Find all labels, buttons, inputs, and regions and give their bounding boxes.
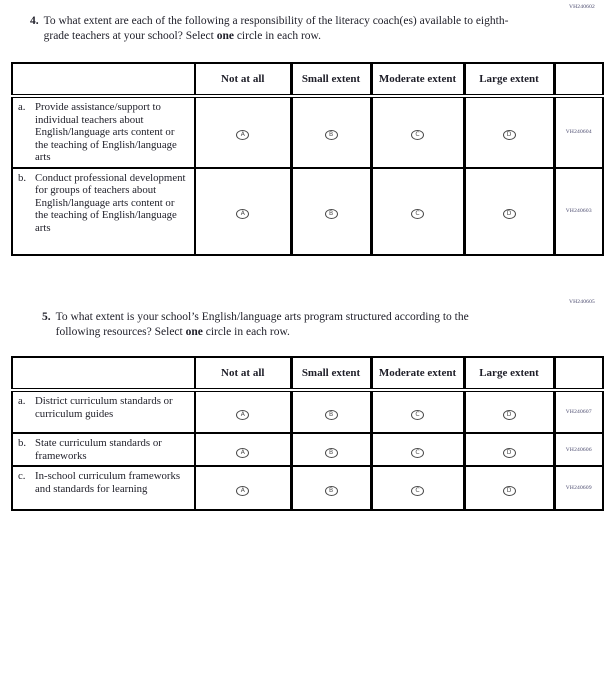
row-letter: b.: [18, 437, 27, 449]
q5-row-a-cell-not-at-all: [195, 390, 291, 433]
q5-row-c-cell-large-extent: [464, 466, 554, 510]
option-circle-not-at-all[interactable]: [236, 486, 249, 496]
option-letter: A: [240, 131, 245, 139]
question-5-number: 5.: [42, 311, 51, 323]
q5-row-a-label-cell: [12, 390, 195, 433]
option-letter: D: [506, 411, 512, 418]
q4-row-b-cell-small-extent: [291, 168, 371, 255]
q4-response-table: [11, 62, 604, 256]
q4-row-a-cell-not-at-all: [195, 96, 291, 168]
option-letter: C: [415, 210, 420, 217]
option-letter: A: [240, 411, 245, 418]
option-circle-small-extent[interactable]: [325, 130, 338, 140]
q4-header-empty: [12, 63, 195, 96]
q5-row-a-cell-small-extent: [291, 390, 371, 433]
q5-response-table: [11, 356, 604, 511]
row-code: VH240604: [554, 96, 603, 168]
option-letter: C: [415, 448, 420, 456]
q4-row-b-cell-large-extent: [464, 168, 554, 255]
option-letter: B: [328, 448, 334, 456]
row-label: In-school curriculum frameworks and standards for learning: [35, 470, 181, 495]
question-4-code: VH240602: [568, 4, 595, 10]
question-5: [42, 310, 498, 339]
q5-header-code-col: [554, 357, 603, 390]
option-letter: A: [240, 487, 245, 494]
q5-row-b-cell-small-extent: [291, 433, 371, 466]
option-circle-not-at-all[interactable]: [236, 130, 249, 140]
question-5-text: [56, 310, 498, 339]
q5-row-a-cell-moderate-extent: [371, 390, 464, 433]
option-circle-small-extent[interactable]: [325, 448, 338, 458]
option-letter: C: [415, 487, 420, 494]
option-circle-large-extent[interactable]: [503, 209, 516, 219]
question-5-bold-word: one: [185, 325, 203, 338]
option-letter: C: [415, 411, 420, 418]
option-letter: A: [240, 210, 245, 217]
option-letter: B: [328, 487, 334, 494]
option-circle-not-at-all[interactable]: [236, 209, 249, 219]
row-letter: b.: [18, 171, 27, 184]
option-letter: D: [506, 448, 512, 456]
row-letter: a.: [18, 101, 26, 113]
row-label: Provide assistance/support to individual teachers about English/language arts content or the teaching of English/language arts: [35, 101, 177, 163]
row-label: State curriculum standards or frameworks: [35, 437, 162, 462]
q5-row-b-cell-moderate-extent: [371, 433, 464, 466]
row-code: VH240609: [554, 466, 603, 510]
q4-row-b-cell-not-at-all: [195, 168, 291, 255]
q4-col-large-extent: Large extent: [464, 63, 554, 96]
q5-row-b-cell-large-extent: [464, 433, 554, 466]
q4-row-a-cell-large-extent: [464, 96, 554, 168]
option-letter: A: [240, 448, 245, 456]
option-letter: B: [328, 131, 334, 139]
row-code: VH240607: [554, 390, 603, 433]
q4-col-not-at-all: Not at all: [195, 63, 291, 96]
q5-col-small-extent: Small extent: [291, 357, 371, 390]
q4-header-row: [12, 63, 603, 96]
option-circle-moderate-extent[interactable]: [411, 130, 424, 140]
row-letter: c.: [18, 470, 26, 482]
q5-col-large-extent: Large extent: [464, 357, 554, 390]
option-circle-not-at-all[interactable]: [236, 448, 249, 458]
q5-col-not-at-all: Not at all: [195, 357, 291, 390]
q4-row-b: [12, 168, 603, 255]
q5-row-c-cell-moderate-extent: [371, 466, 464, 510]
question-4-number: 4.: [30, 15, 39, 27]
option-circle-small-extent[interactable]: [325, 486, 338, 496]
q4-header-code-col: [554, 63, 603, 96]
question-5-code: VH240605: [568, 299, 595, 305]
q5-row-a-cell-large-extent: [464, 390, 554, 433]
question-4-text-part2: circle in each row.: [233, 29, 321, 42]
option-circle-large-extent[interactable]: [503, 448, 516, 458]
q5-row-b-cell-not-at-all: [195, 433, 291, 466]
q5-row-b-label-cell: [12, 433, 195, 466]
row-label: District curriculum standards or curriculum guides: [35, 395, 173, 420]
q5-header-row: [12, 357, 603, 390]
option-circle-small-extent[interactable]: [325, 209, 338, 219]
option-letter: D: [506, 487, 512, 494]
q5-row-c-cell-not-at-all: [195, 466, 291, 510]
option-letter: D: [506, 210, 512, 217]
q4-row-a: [12, 96, 603, 168]
row-label: Conduct professional development for groups of teachers about English/language arts content or the teaching of English/language arts: [35, 171, 186, 234]
row-code: VH240606: [554, 433, 603, 466]
question-5-text-part2: circle in each row.: [202, 325, 290, 338]
q4-col-small-extent: Small extent: [291, 63, 371, 96]
question-5-text-part1: To what extent is your school’s English/language arts program structured according to the following resources? Select: [55, 311, 469, 338]
option-circle-large-extent[interactable]: [503, 410, 516, 420]
q4-row-b-cell-moderate-extent: [371, 168, 464, 255]
option-circle-moderate-extent[interactable]: [411, 486, 424, 496]
row-letter: a.: [18, 395, 26, 407]
option-letter: C: [415, 131, 420, 139]
q5-row-c-label-cell: [12, 466, 195, 510]
question-4-text: [44, 14, 520, 43]
q5-row-b: [12, 433, 603, 466]
option-circle-large-extent[interactable]: [503, 486, 516, 496]
q4-col-moderate-extent: Moderate extent: [371, 63, 464, 96]
q4-row-a-label-cell: [12, 96, 195, 168]
option-letter: B: [328, 210, 334, 217]
option-circle-moderate-extent[interactable]: [411, 448, 424, 458]
q4-row-b-label-cell: [12, 168, 195, 255]
option-letter: D: [506, 131, 512, 139]
q4-row-a-cell-moderate-extent: [371, 96, 464, 168]
question-4: [30, 14, 520, 43]
option-circle-large-extent[interactable]: [503, 130, 516, 140]
option-letter: B: [328, 411, 334, 418]
q5-row-c-cell-small-extent: [291, 466, 371, 510]
row-code: VH240603: [554, 168, 603, 255]
question-4-bold-word: one: [216, 29, 234, 42]
q4-row-a-cell-small-extent: [291, 96, 371, 168]
option-circle-not-at-all[interactable]: [236, 410, 249, 420]
question-4-text-part1: To what extent are each of the following a responsibility of the literacy coach(es) available to eighth-grade teachers at your school? Select: [43, 15, 509, 42]
q5-row-a: [12, 390, 603, 433]
q5-col-moderate-extent: Moderate extent: [371, 357, 464, 390]
option-circle-small-extent[interactable]: [325, 410, 338, 420]
option-circle-moderate-extent[interactable]: [411, 209, 424, 219]
q5-row-c: [12, 466, 603, 510]
option-circle-moderate-extent[interactable]: [411, 410, 424, 420]
q5-header-empty: [12, 357, 195, 390]
